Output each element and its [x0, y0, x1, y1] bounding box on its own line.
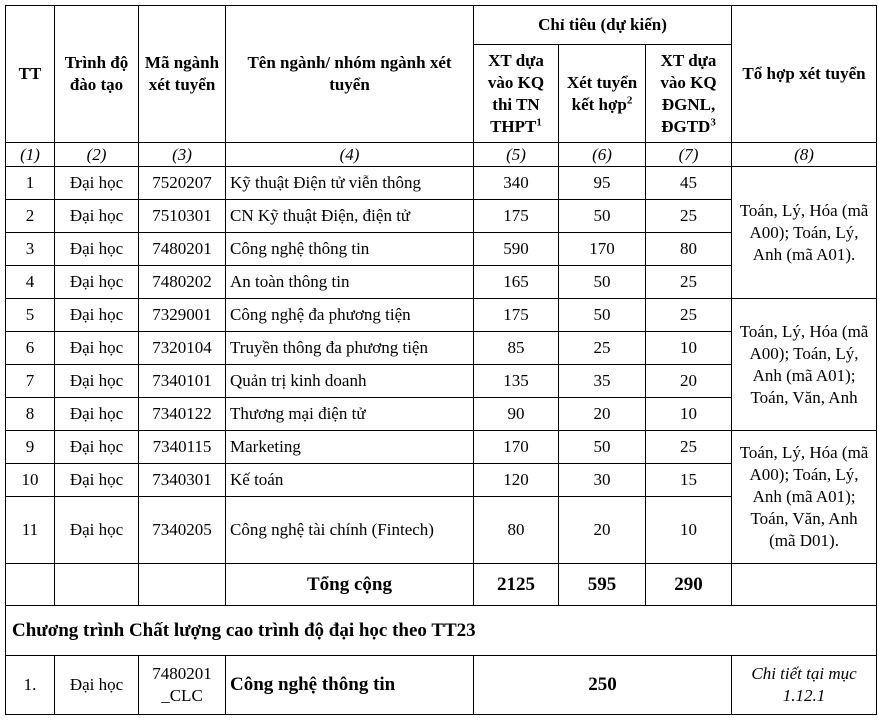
col-number: (4): [226, 143, 474, 167]
table-row: 3 Đại học 7480201 Công nghệ thông tin 590 170 80: [6, 233, 877, 266]
col-number: (1): [6, 143, 55, 167]
header-to-hop: Tổ hợp xét tuyển: [732, 6, 877, 143]
header-xt-dgnl: XT dựa vào KQ ĐGNL, ĐGTD$^3$: [646, 45, 732, 143]
table-row: 1 Đại học 7520207 Kỹ thuật Điện tử viễn thông 340 95 45 Toán, Lý, Hóa (mã A00); Toán, Lý, Anh (mã A01).: [6, 167, 877, 200]
table-row: 8 Đại học 7340122 Thương mại điện tử 90 20 10: [6, 398, 877, 431]
col-number: (7): [646, 143, 732, 167]
admission-quota-table: [5, 5, 877, 715]
col-number: (5): [474, 143, 559, 167]
header-ma-nganh: Mã ngành xét tuyển: [139, 6, 226, 143]
to-hop-group-2: Toán, Lý, Hóa (mã A00); Toán, Lý, Anh (mã A01); Toán, Văn, Anh: [732, 299, 877, 431]
col-number: (2): [55, 143, 139, 167]
table-row: 9 Đại học 7340115 Marketing 170 50 25 Toán, Lý, Hóa (mã A00); Toán, Lý, Anh (mã A01); Toán, Văn, Anh (mã D01).: [6, 431, 877, 464]
header-chi-tieu: Chỉ tiêu (dự kiến): [474, 6, 732, 45]
header-xt-ket-hop: Xét tuyển kết hợp$^2$: [559, 45, 646, 143]
header-trinh-do: Trình độ đào tạo: [55, 6, 139, 143]
table-row: 4 Đại học 7480202 An toàn thông tin 165 50 25: [6, 266, 877, 299]
clc-row: 1. Đại học 7480201 _CLC Công nghệ thông tin 250 Chi tiết tại mục 1.12.1: [6, 656, 877, 715]
table-row: 5 Đại học 7329001 Công nghệ đa phương tiện 175 50 25 Toán, Lý, Hóa (mã A00); Toán, Lý, Anh (mã A01); Toán, Văn, Anh: [6, 299, 877, 332]
total-label: Tổng cộng: [226, 564, 474, 606]
total-dgnl: 290: [646, 564, 732, 606]
to-hop-group-1: Toán, Lý, Hóa (mã A00); Toán, Lý, Anh (mã A01).: [732, 167, 877, 299]
table-row: 11 Đại học 7340205 Công nghệ tài chính (Fintech) 80 20 10: [6, 497, 877, 564]
numbering-row: [6, 143, 877, 167]
table-row: 6 Đại học 7320104 Truyền thông đa phương tiện 85 25 10: [6, 332, 877, 365]
header-tt: TT: [6, 6, 55, 143]
total-thpt: 2125: [474, 564, 559, 606]
table-row: 7 Đại học 7340101 Quản trị kinh doanh 135 35 20: [6, 365, 877, 398]
table-row: 10 Đại học 7340301 Kế toán 120 30 15: [6, 464, 877, 497]
header-ten-nganh: Tên ngành/ nhóm ngành xét tuyển: [226, 6, 474, 143]
clc-note: Chi tiết tại mục 1.12.1: [732, 656, 877, 715]
total-ket-hop: 595: [559, 564, 646, 606]
clc-name: Công nghệ thông tin: [226, 656, 474, 715]
total-row: [6, 564, 877, 606]
header-xt-thpt: XT dựa vào KQ thi TN THPT$^1$: [474, 45, 559, 143]
section-title: Chương trình Chất lượng cao trình độ đại học theo TT23: [6, 606, 877, 656]
col-number: (6): [559, 143, 646, 167]
col-number: (3): [139, 143, 226, 167]
table-row: 2 Đại học 7510301 CN Kỹ thuật Điện, điện tử 175 50 25: [6, 200, 877, 233]
col-number: (8): [732, 143, 877, 167]
to-hop-group-3: Toán, Lý, Hóa (mã A00); Toán, Lý, Anh (mã A01); Toán, Văn, Anh (mã D01).: [732, 431, 877, 564]
clc-quota: 250: [474, 656, 732, 715]
